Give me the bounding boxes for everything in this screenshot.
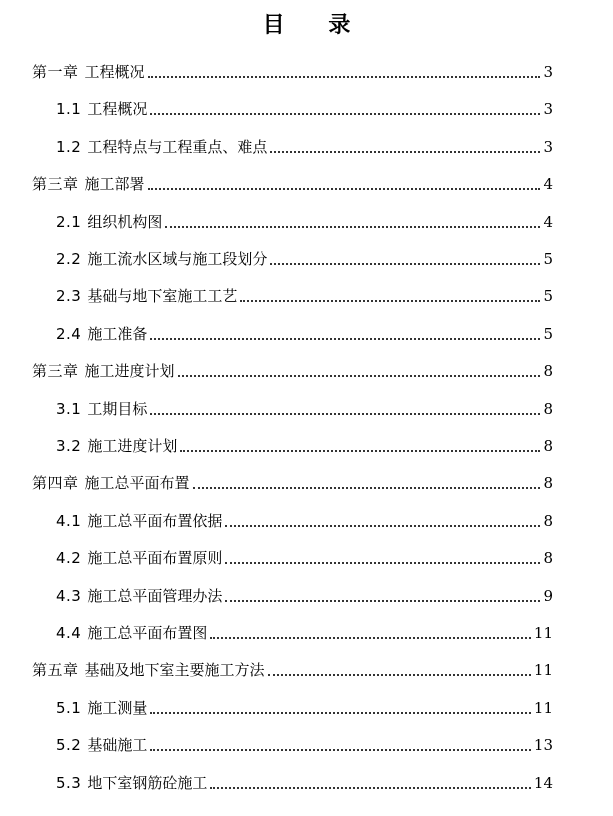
toc-entry-title: 施工总平面管理办法 [87, 586, 223, 605]
toc-entry-page: 8 [543, 511, 553, 530]
toc-dot-leader [148, 187, 541, 190]
toc-dot-leader [240, 299, 540, 302]
toc-entry-title: 工程特点与工程重点、难点 [87, 137, 268, 156]
toc-section-entry[interactable] [56, 131, 553, 157]
toc-dot-leader [165, 225, 540, 228]
toc-entry-number: 2.4 [56, 324, 82, 343]
toc-entry-number: 5.1 [56, 698, 82, 717]
toc-section-entry[interactable] [56, 318, 553, 344]
toc-section-entry[interactable] [56, 243, 553, 269]
toc-entry-number: 1.1 [56, 100, 82, 119]
toc-entry-page: 13 [533, 736, 553, 755]
toc-dot-leader [150, 412, 540, 415]
toc-chapter-entry[interactable] [32, 654, 553, 680]
toc-section-entry[interactable] [56, 93, 553, 119]
page-title: 目 录 [262, 12, 369, 38]
toc-entry-title: 地下室钢筋砼施工 [87, 773, 208, 792]
toc-dot-leader [268, 673, 531, 676]
toc-dot-leader [193, 486, 541, 489]
toc-entry-page: 11 [533, 624, 553, 642]
toc-entry-page: 5 [543, 287, 553, 306]
toc-dot-leader [210, 786, 531, 789]
toc-entry-title: 施工进度计划 [84, 362, 175, 381]
toc-entry-number: 2.3 [56, 287, 82, 306]
toc-dot-leader [150, 112, 540, 115]
toc-entry-number: 4.4 [56, 624, 82, 642]
toc-entry-title: 工程概况 [87, 100, 148, 119]
toc-entry-page: 11 [533, 698, 553, 717]
toc-entry-page: 11 [533, 661, 553, 680]
toc-dot-leader [225, 561, 540, 564]
toc-dot-leader [180, 449, 540, 452]
toc-section-entry[interactable] [56, 280, 553, 306]
toc-dot-leader [210, 636, 531, 639]
toc-entry-title: 工程概况 [84, 63, 145, 81]
toc-entry-title: 施工部署 [84, 175, 145, 194]
toc-dot-leader [150, 337, 540, 340]
toc-dot-leader [150, 711, 531, 714]
toc-dot-leader [270, 262, 540, 265]
toc-section-entry[interactable] [56, 206, 553, 232]
toc-chapter-entry[interactable] [32, 168, 553, 194]
toc-entry-number: 1.2 [56, 137, 82, 156]
toc-entry-page: 3 [543, 63, 553, 81]
toc-section-entry[interactable] [56, 505, 553, 531]
toc-entry-page: 4 [543, 212, 553, 231]
toc-entry-number: 4.3 [56, 586, 82, 605]
toc-entry-page: 3 [543, 100, 553, 119]
toc-section-entry[interactable] [56, 767, 553, 793]
toc-dot-leader [150, 748, 531, 751]
toc-entry-title: 施工流水区域与施工段划分 [87, 250, 268, 268]
toc-section-entry[interactable] [56, 393, 553, 419]
toc-entry-title: 施工总平面布置原则 [87, 549, 223, 568]
toc-entry-number: 第四章 [32, 474, 79, 493]
toc-entry-number: 4.2 [56, 549, 82, 568]
toc-entry-number: 2.1 [56, 212, 82, 231]
toc-entry-number: 3.1 [56, 399, 82, 418]
toc-entry-page: 8 [543, 362, 553, 381]
toc-chapter-entry[interactable] [32, 355, 553, 381]
toc-entry-title: 施工测量 [87, 698, 148, 717]
toc-entry-title: 施工总平面布置 [84, 474, 190, 493]
toc-section-entry[interactable] [56, 580, 553, 606]
toc-dot-leader [225, 524, 540, 527]
toc-entry-number: 5.2 [56, 736, 82, 755]
toc-entry-title: 施工总平面布置依据 [87, 511, 223, 530]
toc-entry-number: 第三章 [32, 362, 79, 381]
toc-entry-title: 施工准备 [87, 324, 148, 343]
toc-entry-page: 8 [543, 437, 553, 455]
toc-entry-number: 3.2 [56, 437, 82, 455]
toc-entry-number: 第五章 [32, 661, 79, 680]
toc-dot-leader [148, 75, 541, 78]
toc-entry-page: 5 [543, 250, 553, 268]
toc-entry-title: 施工总平面布置图 [87, 624, 208, 642]
toc-entry-title: 基础施工 [87, 736, 148, 755]
toc-section-entry[interactable] [56, 692, 553, 718]
toc-entry-number: 第一章 [32, 63, 79, 81]
toc-entry-title: 基础及地下室主要施工方法 [84, 661, 265, 680]
toc-entry-page: 9 [543, 586, 553, 605]
toc-dot-leader [225, 599, 540, 602]
toc-chapter-entry[interactable] [32, 467, 553, 493]
toc-entry-page: 5 [543, 324, 553, 343]
toc-entry-number: 5.3 [56, 773, 82, 792]
toc-entry-title: 组织机构图 [87, 212, 163, 231]
toc-section-entry[interactable] [56, 430, 553, 456]
toc-section-entry[interactable] [56, 542, 553, 568]
toc-entry-page: 8 [543, 399, 553, 418]
toc-entry-title: 基础与地下室施工工艺 [87, 287, 238, 306]
toc-section-entry[interactable] [56, 617, 553, 643]
toc-dot-leader [178, 374, 541, 377]
toc-entry-title: 工期目标 [87, 399, 148, 418]
toc-entry-page: 14 [533, 773, 553, 792]
toc-entry-page: 8 [543, 474, 553, 493]
toc-entry-number: 第三章 [32, 175, 79, 194]
toc-entry-number: 2.2 [56, 250, 82, 268]
toc-entry-page: 4 [543, 175, 553, 194]
toc-entry-page: 3 [543, 137, 553, 156]
toc-dot-leader [270, 150, 540, 153]
toc-section-entry[interactable] [56, 729, 553, 755]
toc-chapter-entry[interactable] [32, 56, 553, 82]
toc-entry-number: 4.1 [56, 511, 82, 530]
toc-entry-page: 8 [543, 549, 553, 568]
toc-entry-title: 施工进度计划 [87, 437, 178, 455]
